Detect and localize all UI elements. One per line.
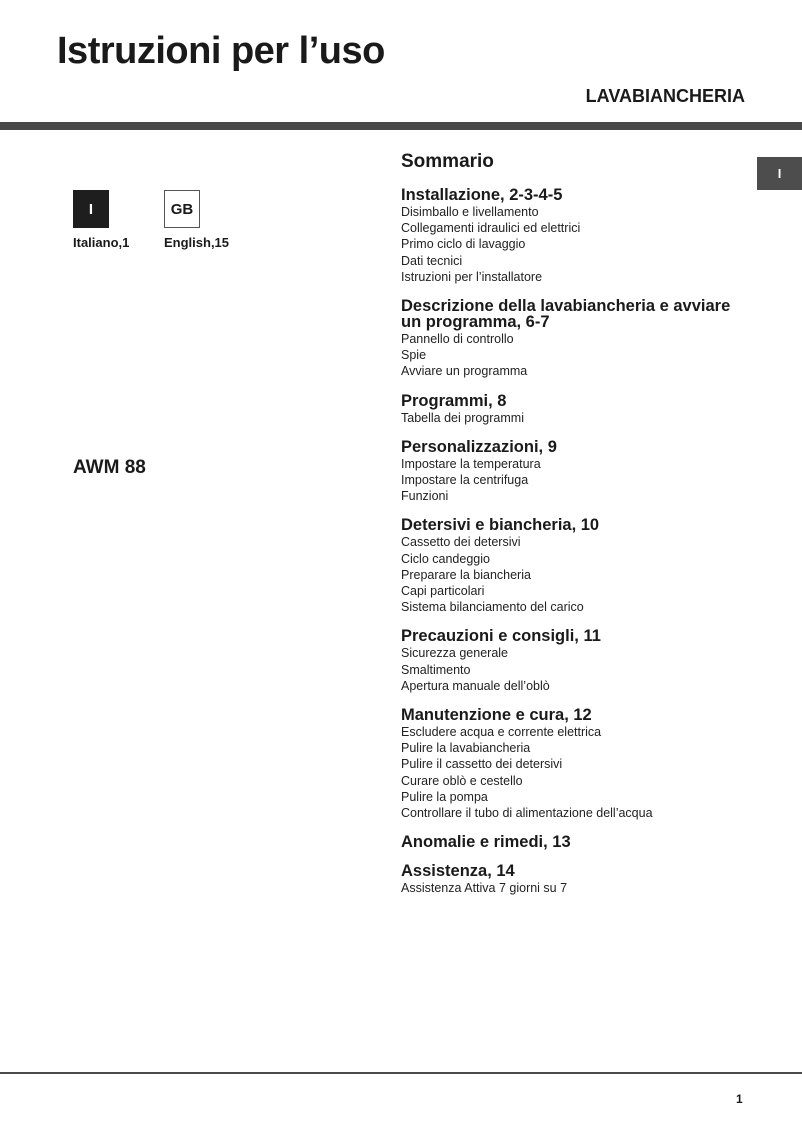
toc-section-title: Programmi, 8 [401,391,507,410]
toc-item: Ciclo candeggio [401,551,490,566]
toc-section-title: Manutenzione e cura, 12 [401,706,592,725]
toc-section-manutenzione [401,705,761,821]
toc-section-title: Detersivi e biancheria, 10 [401,516,600,535]
page-number: 1 [736,1092,743,1106]
toc-item: Pannello di controllo [401,332,514,347]
language-side-tab: I [757,157,802,190]
toc-section-detersivi [401,515,761,615]
toc-section-programmi [401,391,761,426]
toc-item: Preparare la biancheria [401,567,531,582]
toc-item: Tabella dei programmi [401,410,524,425]
toc-item: Dati tecnici [401,253,463,268]
toc-item: Cassetto dei detersivi [401,535,521,550]
toc-item: Apertura manuale dell’oblò [401,678,550,693]
toc-item: Spie [401,348,427,363]
toc-section-title-line: un programma, 6-7 [401,313,550,332]
language-english[interactable] [164,190,229,250]
toc-item: Istruzioni per l’installatore [401,269,543,284]
toc-section-title: Personalizzazioni, 9 [401,437,557,456]
language-label: English,15 [164,235,230,250]
language-code-badge: I [73,190,109,228]
toc-item: Pulire la lavabiancheria [401,741,531,756]
toc-title: Sommario [401,151,494,172]
language-code-badge: GB [164,190,200,228]
toc-item: Smaltimento [401,662,471,677]
toc-item: Pulire il cassetto dei detersivi [401,757,563,772]
toc-item: Pulire la pompa [401,789,488,804]
toc-item: Capi particolari [401,584,485,599]
toc-section-precauzioni [401,626,761,694]
page-title: Istruzioni per l’uso [57,30,385,72]
footer-divider [0,1072,802,1074]
toc-section-title: Precauzioni e consigli, 11 [401,627,601,646]
toc-section-title: Installazione, 2-3-4-5 [401,186,563,204]
toc-item: Controllare il tubo di alimentazione dell’acqua [401,806,653,821]
toc-section-anomalie [401,832,761,850]
toc-section-installazione [401,185,761,285]
toc-item: Escludere acqua e corrente elettrica [401,725,602,740]
toc-section-title [401,296,761,330]
toc-item: Funzioni [401,489,449,504]
toc-item: Sicurezza generale [401,646,509,661]
model-name: AWM 88 [73,457,146,478]
toc-item: Curare oblò e cestello [401,773,523,788]
language-italiano[interactable] [73,190,129,250]
header-divider-bar [0,122,802,130]
toc-section-title: Assistenza, 14 [401,862,515,881]
toc-section-assistenza [401,861,761,896]
toc-item: Impostare la centrifuga [401,473,529,488]
product-type: LAVABIANCHERIA [585,86,745,106]
toc-item: Primo ciclo di lavaggio [401,237,526,252]
toc-item: Disimballo e livellamento [401,205,539,219]
toc-item: Impostare la temperatura [401,456,541,471]
table-of-contents [401,150,761,907]
toc-section-descrizione [401,296,761,380]
language-label: Italiano,1 [73,235,130,250]
toc-section-personalizzazioni [401,437,761,505]
toc-item: Sistema bilanciamento del carico [401,600,584,615]
toc-item: Avviare un programma [401,364,528,379]
toc-item: Assistenza Attiva 7 giorni su 7 [401,881,568,896]
toc-item: Collegamenti idraulici ed elettrici [401,221,581,236]
toc-section-title: Anomalie e rimedi, 13 [401,833,571,852]
toc-section-title-line: Descrizione della lavabiancheria e avviare [401,297,731,316]
